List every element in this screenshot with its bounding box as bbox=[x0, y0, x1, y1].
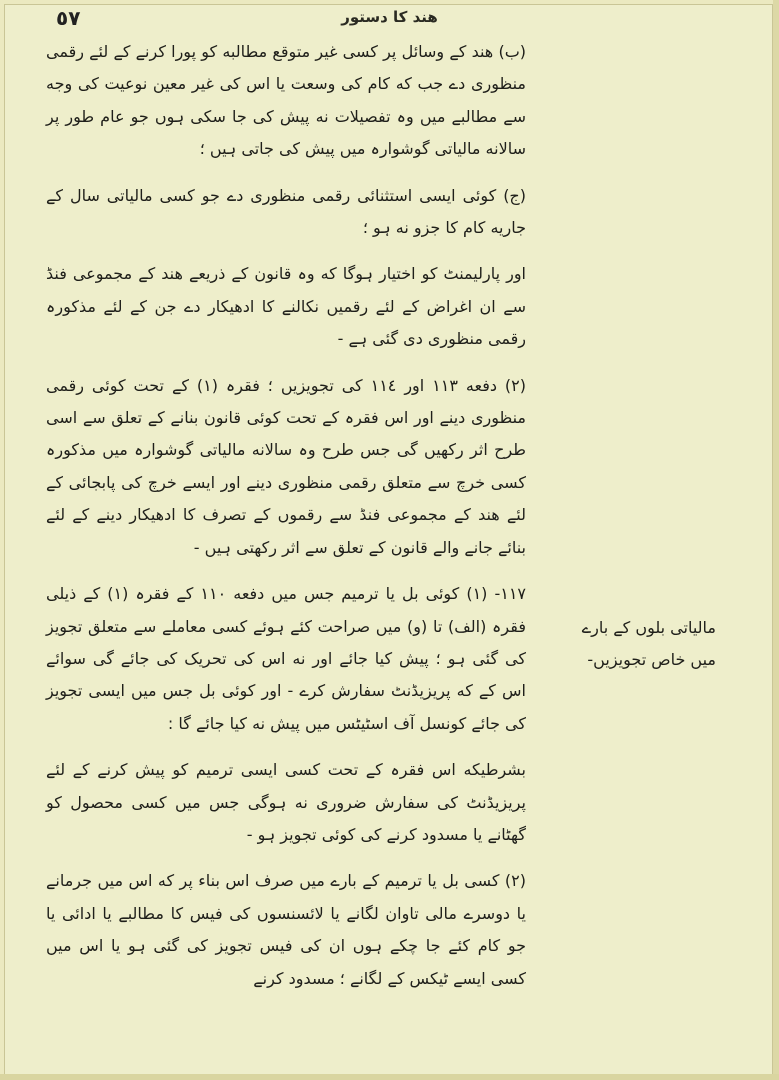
margin-note: مالیاتی بلوں کے بارے میں خاص تجویزیں- bbox=[581, 618, 716, 669]
running-header: هند کا دستور bbox=[341, 8, 438, 26]
page-number: ٥٧ bbox=[56, 6, 81, 30]
paragraph-117-clause-2: (٢) کسی بل یا ترمیم کے بارے میں صرف اس بناء پر که اس میں جرمانے یا دوسرے مالی تاوان لگانے یا لائسنسوں کی فیس کا مطالبے یا ادائی یا جو کام کئے جا چکے ہوں ان کی فیس تجویز کی گئی ہو یا اس میں کسی ایسے ٹیکس کے لگانے ؛ مسدود کرنے bbox=[46, 871, 526, 988]
page-edge-bottom bbox=[0, 1074, 779, 1080]
body-text bbox=[46, 36, 526, 1009]
paragraph-clause-2: (٢) دفعه ١١٣ اور ١١٤ کی تجویزیں ؛ فقرہ (١) کے تحت کوئی رقمی منظوری دینے اور اس فقرہ کے تحت کوئی قانون بنانے کے تعلق سے اسی طرح اثر رکھیں گی جس طرح وہ سالانه مالیاتی گوشوارہ میں مذکورہ کسی خرچ سے متعلق رقمی منظوری دینے اور ایسے خرچ کی پابجائی کے لئے هند کے مجموعی فنڈ سے رقموں کے تصرف کا ادھیکار دینے کے لئے بنائے جانے والے قانون کے تعلق سے اثر رکھتی ہیں - bbox=[46, 375, 526, 557]
page-edge-right bbox=[773, 0, 779, 1080]
paragraph-b: (ب) هند کے وسائل پر کسی غیر متوقع مطالبه کو پورا کرنے کے لئے رقمی منظوری دے جب که کام کی وسعت یا اس کی غیر معین نوعیت کی وجه سے مطالبے میں وہ تفصیلات نه پیش کی جا سکی ہوں جو عام طور پر سالانه مالیاتی گوشوارہ میں پیش کی جاتی ہیں ؛ bbox=[46, 42, 526, 159]
paragraph-c: (ج) کوئی ایسی استثنائی رقمی منظوری دے جو کسی مالیاتی سال کے جاریه کام کا جزو نه ہو ؛ bbox=[46, 185, 526, 238]
paragraph-article-117: ١١٧- (١) کوئی بل یا ترمیم جس میں دفعه ١١٠ کے فقرہ (١) کے ذیلی فقرہ (الف) تا (و) میں صراحت کئے ہوئے کسی معاملے سے متعلق تجویز کی گئی ہو ؛ پیش کیا جائے اور نه اس کی تحریک کی جائے گی سوائے اس کے که پریزیڈنٹ سفارش کرے - اور کوئی بل جس میں ایسی تجویز کی جائے کونسل آف اسٹیٹس میں پیش نه کیا جائے گا : bbox=[46, 584, 527, 733]
paragraph-proviso: بشرطیکه اس فقرہ کے تحت کسی ایسی ترمیم کو پیش کرنے کے لئے پریزیڈنٹ کی سفارش ضروری نه ہوگی جس میں کسی محصول کو گھٹانے یا مسدود کرنے کی کوئی تجویز ہو - bbox=[46, 760, 527, 844]
paragraph-parliament: اور پارلیمنٹ کو اختیار ہوگا که وہ قانون کے ذریعے هند کے مجموعی فنڈ سے ان اغراض کے لئے رقمیں نکالنے کا ادھیکار دے جن کے لئے مذکورہ رقمی منظوری دی گئی ہے - bbox=[46, 264, 526, 349]
